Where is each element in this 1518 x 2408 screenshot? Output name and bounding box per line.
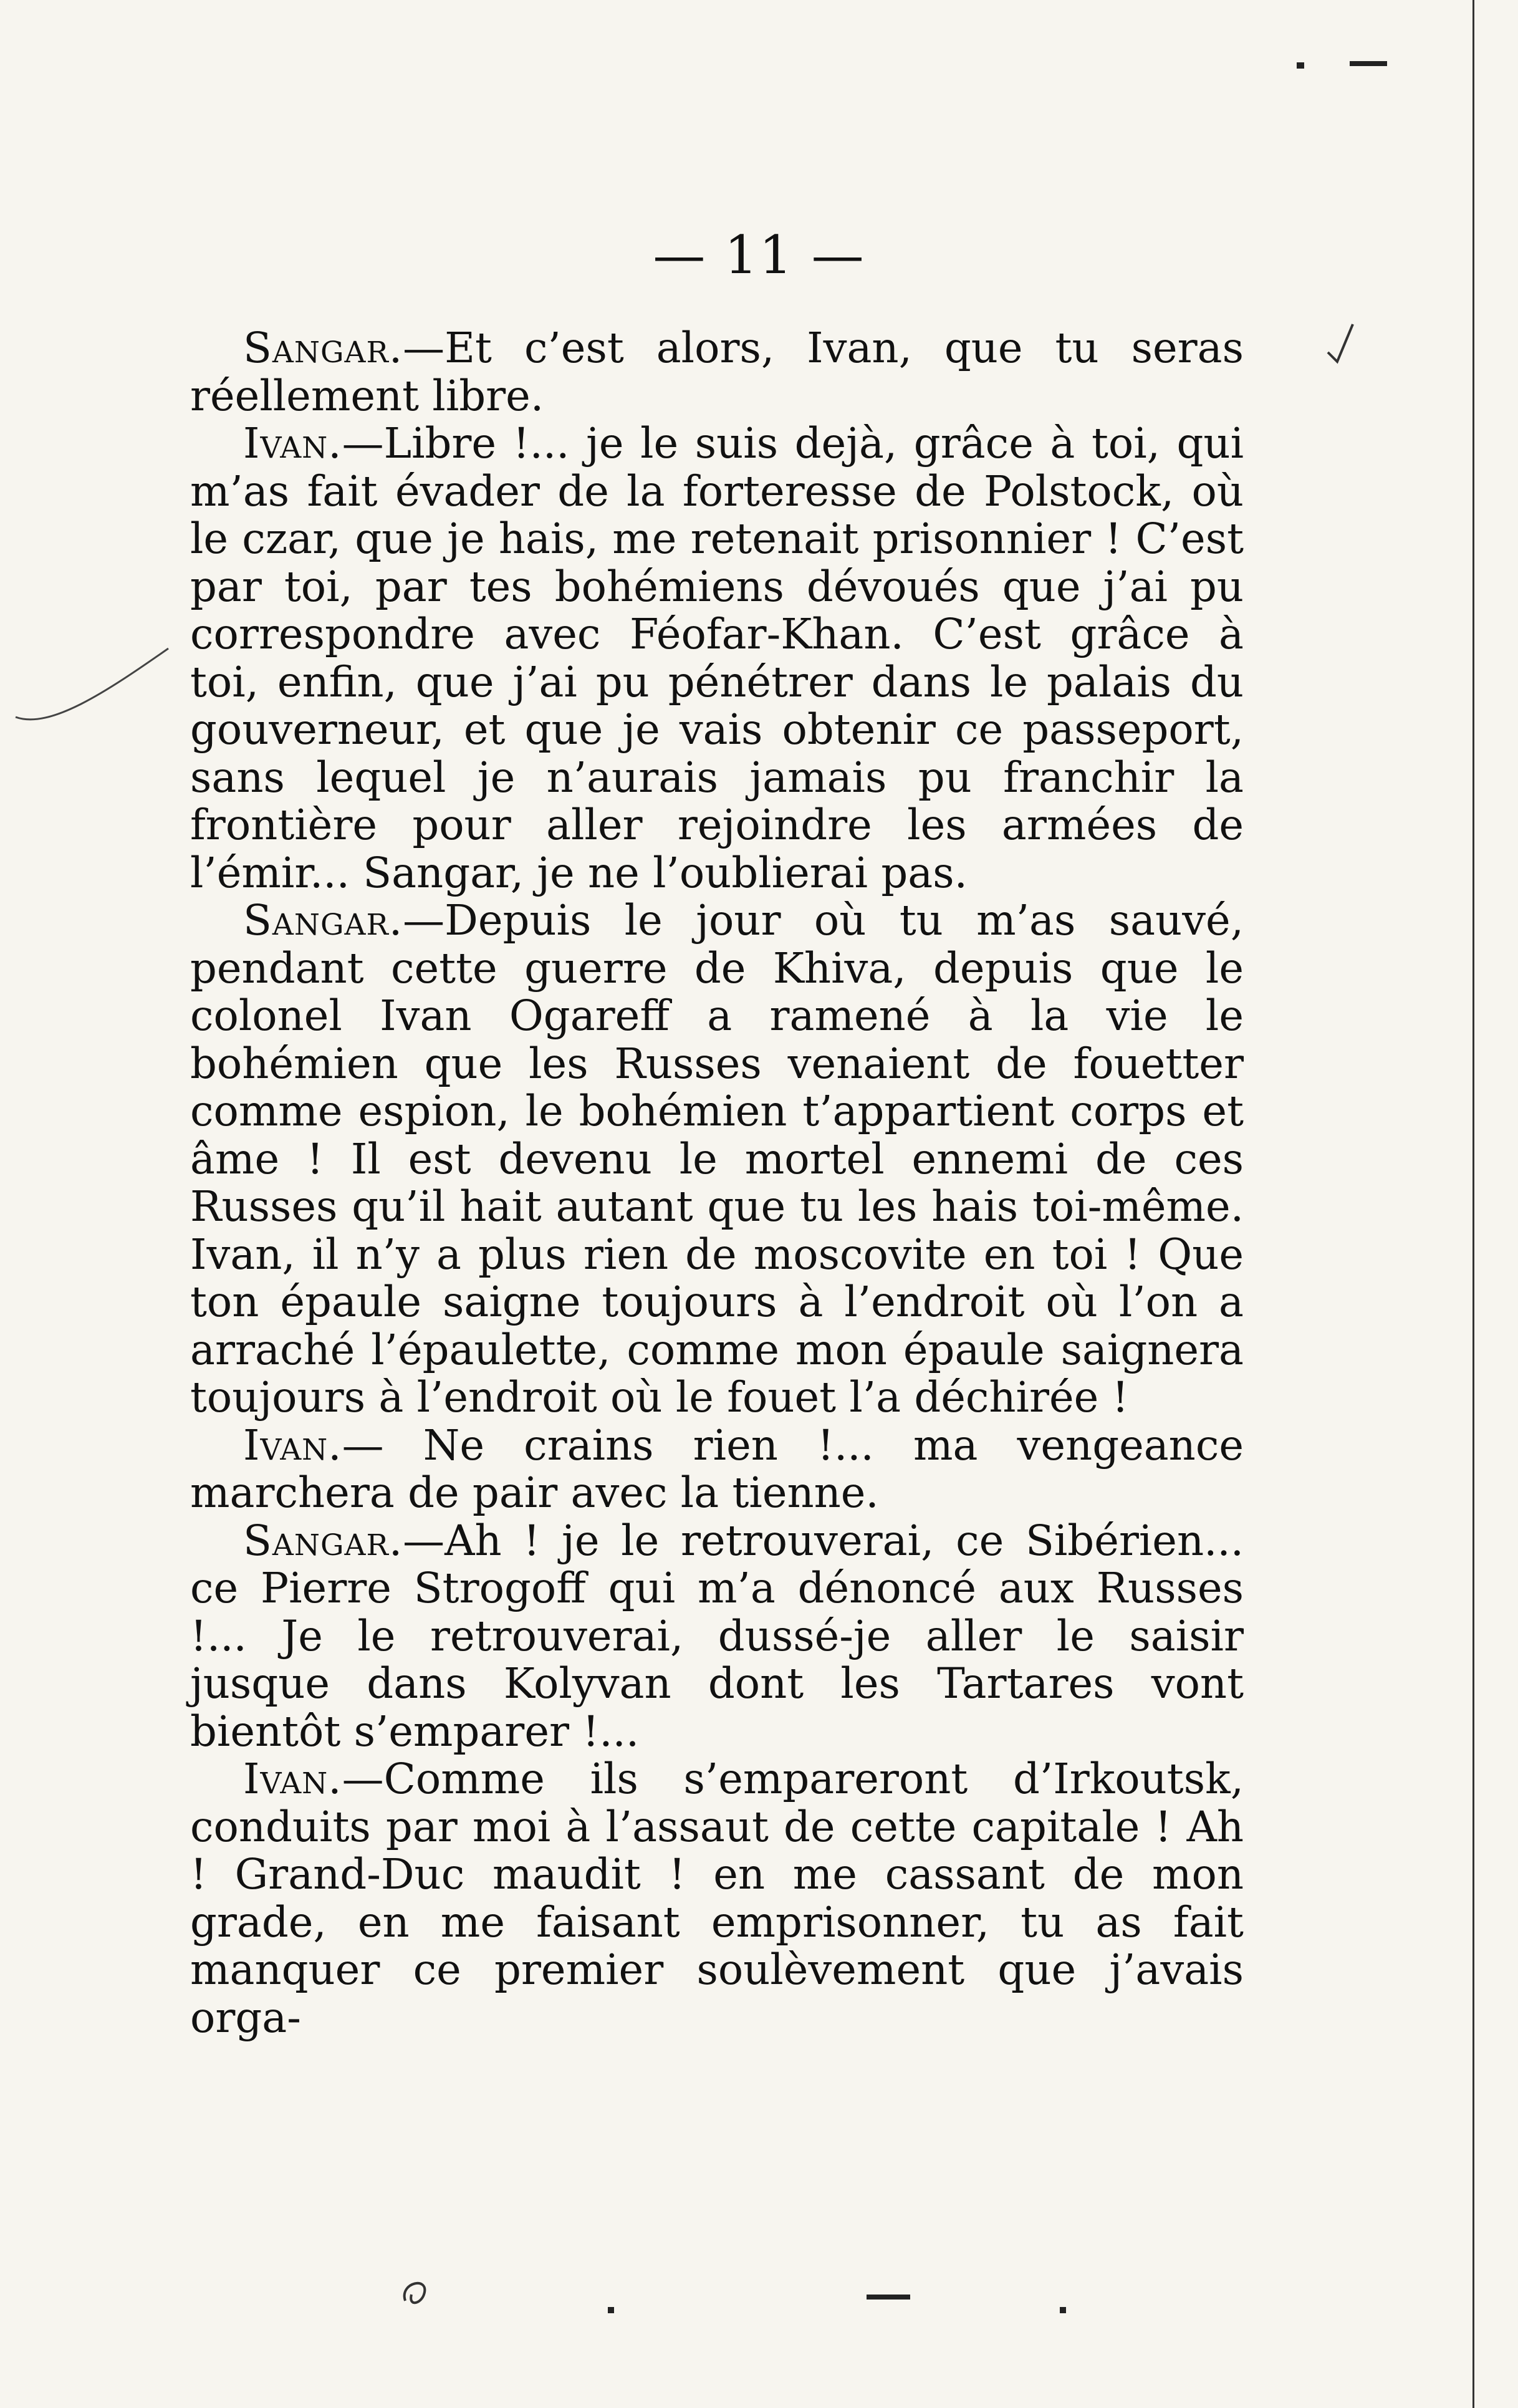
speaker-name: Sangar. bbox=[243, 896, 403, 945]
dialogue-paragraph bbox=[190, 1755, 1244, 2041]
speaker-name: Ivan. bbox=[243, 1420, 342, 1470]
dialogue-text: —Ah ! je le retrouverai, ce Sibérien... ce Pierre Strogoff qui m’a dénoncé aux Russes !... Je le retrouverai, dussé-je aller le saisir jusque dans Kolyvan dont les Tartares vont bientôt s’emparer !... bbox=[190, 1516, 1244, 1756]
pencil-scribble bbox=[393, 2263, 443, 2313]
speaker-name: Ivan. bbox=[243, 419, 342, 468]
dialogue-text: —Comme ils s’empareront d’Irkoutsk, conduits par moi à l’assaut de cette capitale ! Ah ! Grand-Duc maudit ! en me cassant de mon grade, en me faisant emprisonner, tu as fait manquer ce premier soulèvement que j’avais orga- bbox=[190, 1755, 1244, 2042]
ink-speck bbox=[867, 2295, 910, 2300]
page-body-text bbox=[190, 324, 1244, 2041]
dialogue-paragraph bbox=[190, 420, 1244, 897]
ink-speck bbox=[1060, 2307, 1066, 2313]
dialogue-paragraph bbox=[190, 324, 1244, 420]
speaker-name: Ivan. bbox=[243, 1755, 342, 1803]
ink-speck bbox=[1297, 62, 1304, 69]
dialogue-text: —Depuis le jour où tu m’as sauvé, pendant cette guerre de Khiva, depuis que le colonel Ivan Ogareff a ramené à la vie le bohémien que les Russes venaient de fouetter comme espion, le bohémien t’appartient corps et âme ! Il est devenu le mortel ennemi de ces Russes qu’il hait autant que tu les hais toi-même. Ivan, il n’y a plus rien de moscovite en toi ! Que ton épaule saigne toujours à l’endroit où l’on a arraché l’épaulette, comme mon épaule saignera toujours à l’endroit où le fouet l’a déchirée ! bbox=[190, 896, 1244, 1422]
ink-speck bbox=[608, 2307, 614, 2313]
dialogue-paragraph bbox=[190, 1422, 1244, 1517]
pencil-check-mark bbox=[1322, 318, 1359, 374]
dialogue-paragraph bbox=[190, 1517, 1244, 1756]
speaker-name: Sangar. bbox=[243, 1516, 403, 1565]
dialogue-text: —Libre !... je le suis dejà, grâce à toi, qui m’as fait évader de la forteresse de Polstock, où le czar, que je hais, me retenait prisonnier ! C’est par toi, par tes bohémiens dévoués que j’ai pu correspondre avec Féofar-Khan. C’est grâce à toi, enfin, que j’ai pu pénétrer dans le palais du gouverneur, et que je vais obtenir ce passeport, sans lequel je n’aurais jamais pu franchir la frontière pour aller rejoindre les armées de l’émir... Sangar, je ne l’oublierai pas. bbox=[190, 419, 1244, 897]
ink-speck bbox=[1350, 61, 1387, 66]
page-number: — 11 — bbox=[653, 224, 865, 286]
dialogue-paragraph bbox=[190, 897, 1244, 1422]
dialogue-text: — Ne crains rien !... ma vengeance marchera de pair avec la tienne. bbox=[190, 1420, 1244, 1517]
speaker-name: Sangar. bbox=[243, 324, 403, 372]
page-edge-line bbox=[1472, 0, 1474, 2408]
pencil-margin-stroke bbox=[12, 636, 175, 736]
dialogue-text: —Et c’est alors, Ivan, que tu seras réellement libre. bbox=[190, 324, 1244, 420]
